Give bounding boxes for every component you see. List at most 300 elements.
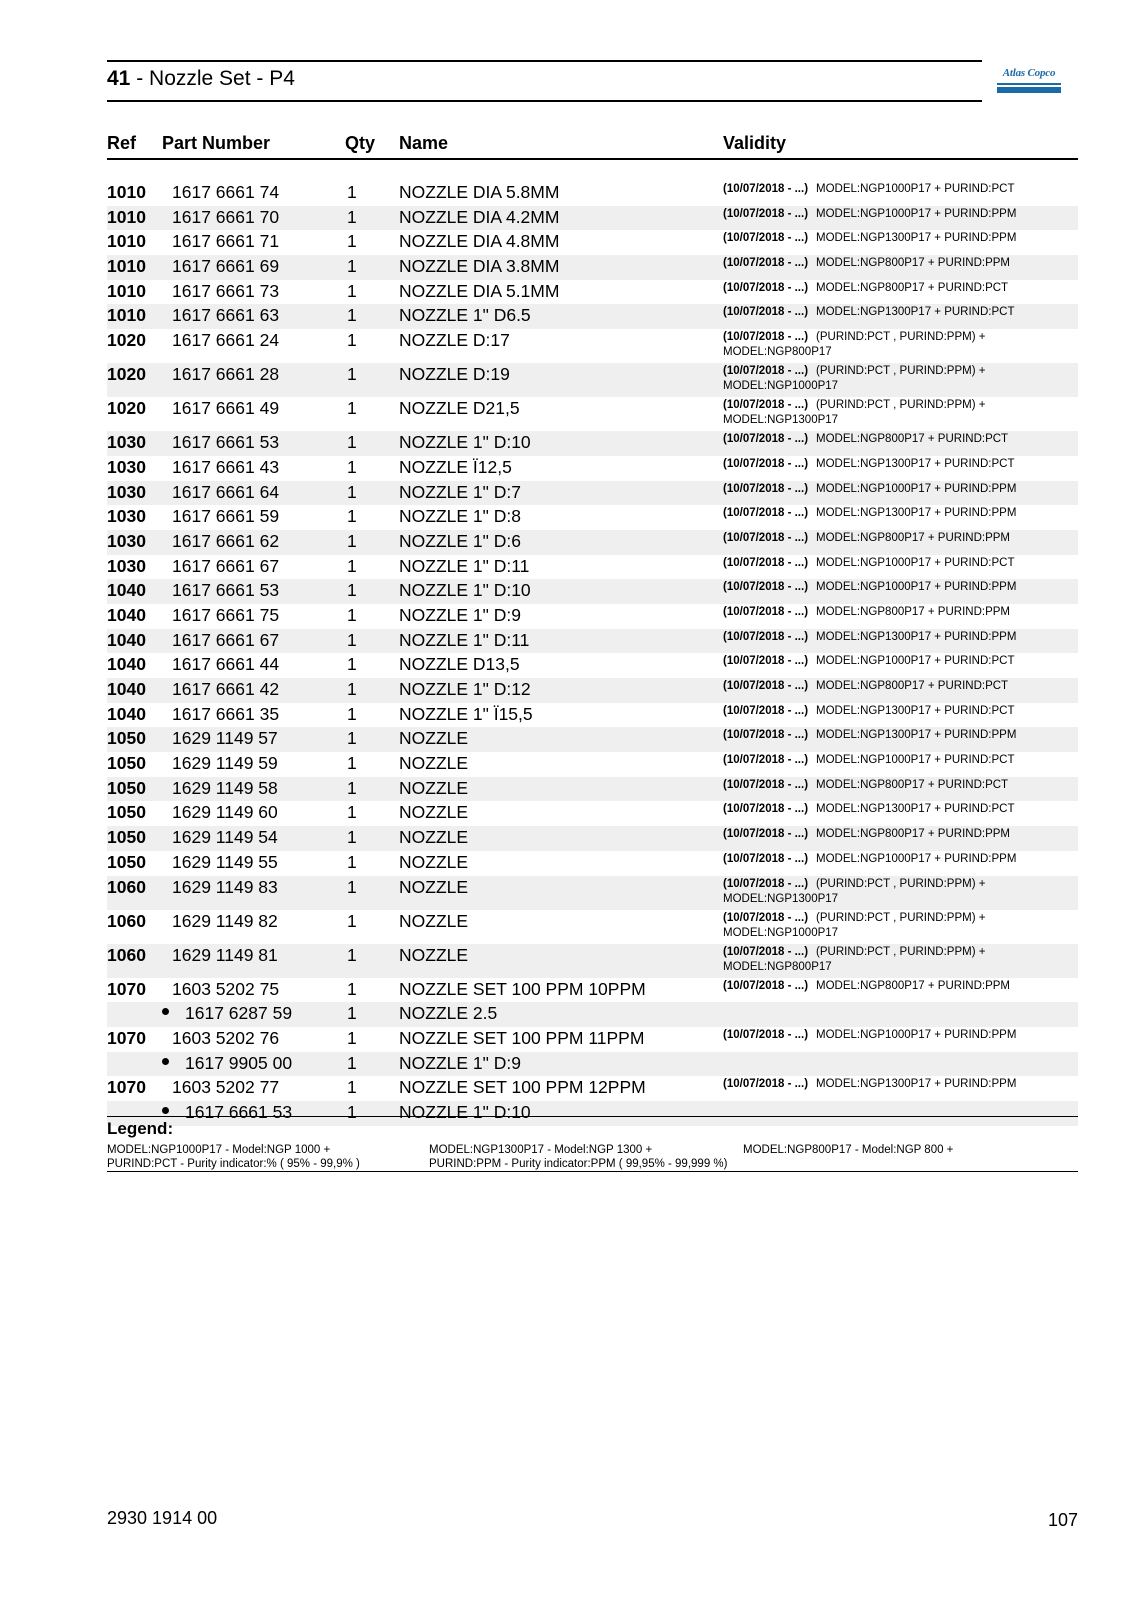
cell-ref: 1010: [107, 280, 146, 301]
cell-ref: 1060: [107, 876, 146, 897]
cell-validity: [723, 304, 1075, 320]
validity-text: (PURIND:PCT , PURIND:PPM) + MODEL:NGP800P17: [723, 331, 986, 359]
section-number: 41: [107, 67, 131, 90]
cell-part-number: 1617 6661 75: [172, 604, 280, 625]
validity-date: (10/07/2018 - ...): [723, 979, 809, 992]
validity-text: (PURIND:PCT , PURIND:PPM) + MODEL:NGP1000P17: [723, 911, 986, 939]
table-row: [107, 329, 1078, 363]
cell-name: NOZZLE: [399, 802, 469, 823]
cell-name: NOZZLE D21,5: [399, 398, 520, 419]
cell-part-number: 1629 1149 57: [172, 728, 278, 749]
cell-ref: 1010: [107, 206, 146, 227]
cell-ref: 1030: [107, 456, 146, 477]
cell-part-number: 1617 6661 53: [185, 1101, 293, 1122]
cell-ref: 1010: [107, 256, 146, 277]
cell-ref: 1070: [107, 978, 146, 999]
validity-text: MODEL:NGP1300P17 + PURIND:PPM: [816, 232, 1017, 245]
cell-ref: 1040: [107, 679, 146, 699]
validity-text: MODEL:NGP1000P17 + PURIND:PPM: [816, 581, 1017, 594]
page-header: [107, 60, 982, 102]
validity-text: (PURIND:PCT , PURIND:PPM) + MODEL:NGP800P17: [723, 945, 986, 973]
cell-part-number: 1617 6661 71: [172, 231, 280, 252]
cell-ref: 1050: [107, 777, 146, 798]
table-row: [107, 363, 1078, 397]
table-row: [107, 826, 1078, 851]
cell-qty: 1: [347, 555, 357, 576]
cell-validity: [723, 530, 1075, 546]
cell-name: NOZZLE 2.5: [399, 1003, 498, 1024]
validity-text: MODEL:NGP1000P17 + PURIND:PCT: [816, 556, 1015, 569]
cell-validity: [723, 1101, 1075, 1117]
validity-date: (10/07/2018 - ...): [723, 704, 809, 717]
col-validity-header: Validity: [723, 133, 787, 153]
table-row: [107, 505, 1078, 530]
cell-qty: 1: [347, 506, 357, 527]
cell-name: NOZZLE 1" D:7: [399, 481, 521, 502]
validity-text: MODEL:NGP1300P17 + PURIND:PCT: [816, 306, 1015, 319]
cell-qty: 1: [347, 1003, 357, 1024]
validity-date: (10/07/2018 - ...): [723, 365, 809, 378]
cell-part-number: 1617 6661 28: [172, 364, 280, 385]
validity-text: MODEL:NGP800P17 + PURIND:PPM: [816, 828, 1010, 841]
table-row: [107, 629, 1078, 654]
cell-ref: 1010: [107, 231, 146, 252]
cell-name: NOZZLE DIA 5.8MM: [399, 182, 560, 202]
cell-ref: 1040: [107, 654, 146, 675]
cell-part-number: 1629 1149 54: [172, 827, 278, 848]
table-row: [107, 777, 1078, 802]
cell-name: NOZZLE: [399, 944, 469, 965]
cell-ref: 1020: [107, 330, 146, 351]
cell-part-number: 1617 6661 44: [172, 654, 280, 675]
cell-name: NOZZLE: [399, 753, 469, 774]
cell-ref: 1040: [107, 580, 146, 601]
table-row: [107, 876, 1078, 910]
validity-text: (PURIND:PCT , PURIND:PPM) + MODEL:NGP1300P17: [723, 877, 986, 905]
cell-validity: [723, 727, 1075, 743]
cell-validity: [723, 1052, 1075, 1068]
cell-qty: 1: [347, 910, 357, 931]
cell-qty: 1: [347, 802, 357, 823]
cell-part-number: 1617 6661 70: [172, 206, 280, 227]
cell-part-number: 1617 6661 24: [172, 330, 280, 351]
validity-text: MODEL:NGP800P17 + PURIND:PPM: [816, 531, 1010, 544]
cell-qty: 1: [347, 256, 357, 277]
cell-qty: 1: [347, 305, 357, 326]
validity-date: (10/07/2018 - ...): [723, 828, 809, 841]
cell-name: NOZZLE D:17: [399, 330, 510, 351]
validity-date: (10/07/2018 - ...): [723, 457, 809, 470]
cell-qty: 1: [347, 398, 357, 419]
cell-qty: 1: [347, 231, 357, 252]
cell-part-number: 1617 6661 42: [172, 679, 280, 699]
validity-date: (10/07/2018 - ...): [723, 754, 809, 767]
cell-validity: [723, 505, 1075, 521]
cell-qty: 1: [347, 280, 357, 301]
cell-validity: [723, 752, 1075, 768]
validity-date: (10/07/2018 - ...): [723, 803, 809, 816]
cell-part-number: 1603 5202 76: [172, 1027, 280, 1048]
cell-part-number: 1617 6661 63: [172, 305, 280, 326]
cell-validity: [723, 456, 1075, 472]
table-row: [107, 579, 1078, 604]
table-row: [107, 678, 1078, 703]
cell-validity: [723, 431, 1075, 447]
cell-ref: 1050: [107, 728, 146, 749]
cell-name: NOZZLE 1" D:9: [399, 604, 521, 625]
table-row: [107, 978, 1078, 1003]
cell-qty: 1: [347, 876, 357, 897]
parts-table: [107, 181, 1078, 1126]
validity-date: (10/07/2018 - ...): [723, 911, 809, 924]
cell-name: NOZZLE SET 100 PPM 12PPM: [399, 1077, 646, 1098]
cell-qty: 1: [347, 432, 357, 453]
table-row: [107, 431, 1078, 456]
cell-validity: [723, 910, 1075, 941]
validity-text: MODEL:NGP1000P17 + PURIND:PPM: [816, 852, 1017, 865]
cell-qty: 1: [347, 364, 357, 385]
cell-validity: [723, 255, 1075, 271]
validity-text: MODEL:NGP1000P17 + PURIND:PPM: [816, 1028, 1017, 1041]
table-row: [107, 801, 1078, 826]
validity-date: (10/07/2018 - ...): [723, 207, 809, 220]
cell-part-number: 1617 9905 00: [185, 1052, 293, 1073]
cell-qty: 1: [347, 580, 357, 601]
validity-text: MODEL:NGP800P17 + PURIND:PPM: [816, 257, 1010, 270]
legend-item: PURIND:PCT - Purity indicator:% ( 95% - 99,9% ): [107, 1158, 360, 1170]
cell-qty: 1: [347, 851, 357, 872]
cell-ref: 1050: [107, 753, 146, 774]
cell-name: NOZZLE 1" D:10: [399, 432, 531, 453]
legend-title: Legend:: [107, 1119, 174, 1138]
validity-text: MODEL:NGP1000P17 + PURIND:PCT: [816, 655, 1015, 668]
cell-part-number: 1617 6661 43: [172, 456, 280, 477]
cell-name: NOZZLE 1" D:10: [399, 1101, 531, 1122]
table-row: [107, 1052, 1078, 1077]
cell-name: NOZZLE 1" D:11: [399, 555, 530, 576]
table-row: [107, 280, 1078, 305]
cell-validity: [723, 826, 1075, 842]
cell-name: NOZZLE: [399, 777, 469, 798]
table-row: [107, 1076, 1078, 1101]
validity-date: (10/07/2018 - ...): [723, 507, 809, 520]
table-row: [107, 206, 1078, 231]
cell-validity: [723, 280, 1075, 296]
table-row: [107, 1027, 1078, 1052]
cell-qty: 1: [347, 679, 357, 699]
cell-qty: 1: [347, 654, 357, 675]
cell-qty: 1: [347, 753, 357, 774]
validity-date: (10/07/2018 - ...): [723, 331, 809, 344]
validity-date: (10/07/2018 - ...): [723, 531, 809, 544]
validity-text: MODEL:NGP1300P17 + PURIND:PCT: [816, 803, 1015, 816]
cell-validity: [723, 363, 1075, 394]
page-number: 107: [1047, 1510, 1078, 1530]
cell-validity: [723, 1002, 1075, 1018]
cell-part-number: 1629 1149 58: [172, 777, 278, 798]
cell-name: NOZZLE 1" D:12: [399, 679, 531, 699]
cell-qty: 1: [347, 1052, 357, 1073]
cell-part-number: 1617 6661 53: [172, 432, 280, 453]
cell-ref: 1050: [107, 851, 146, 872]
table-row: [107, 397, 1078, 431]
cell-part-number: 1617 6661 59: [172, 506, 280, 527]
cell-qty: 1: [347, 456, 357, 477]
cell-ref: 1040: [107, 629, 146, 650]
cell-part-number: 1603 5202 75: [172, 978, 280, 999]
cell-ref: 1030: [107, 506, 146, 527]
cell-part-number: 1617 6661 67: [172, 629, 280, 650]
cell-ref: 1050: [107, 802, 146, 823]
legend-item: MODEL:NGP1000P17 - Model:NGP 1000 +: [107, 1144, 331, 1156]
cell-name: NOZZLE 1" D6.5: [399, 305, 531, 326]
legend: [107, 1116, 1078, 1172]
cell-validity: [723, 801, 1075, 817]
cell-validity: [723, 555, 1075, 571]
table-row: [107, 727, 1078, 752]
cell-name: NOZZLE SET 100 PPM 11PPM: [399, 1027, 645, 1048]
cell-ref: 1030: [107, 530, 146, 551]
cell-validity: [723, 978, 1075, 994]
table-row: [107, 456, 1078, 481]
cell-ref: 1030: [107, 432, 146, 453]
cell-part-number: 1617 6287 59: [185, 1003, 293, 1024]
validity-date: (10/07/2018 - ...): [723, 680, 809, 692]
cell-ref: 1050: [107, 827, 146, 848]
cell-part-number: 1603 5202 77: [172, 1077, 280, 1098]
cell-qty: 1: [347, 206, 357, 227]
validity-date: (10/07/2018 - ...): [723, 399, 809, 412]
cell-qty: 1: [347, 629, 357, 650]
bullet-icon: [162, 1058, 169, 1065]
section-title: - Nozzle Set - P4: [136, 67, 295, 90]
cell-qty: 1: [347, 728, 357, 749]
cell-validity: [723, 876, 1075, 907]
cell-validity: [723, 851, 1075, 867]
cell-name: NOZZLE: [399, 827, 469, 848]
validity-text: MODEL:NGP1300P17 + PURIND:PPM: [816, 507, 1017, 520]
table-header: [107, 130, 1078, 160]
cell-part-number: 1629 1149 55: [172, 851, 278, 872]
cell-validity: [723, 579, 1075, 595]
validity-date: (10/07/2018 - ...): [723, 729, 809, 742]
logo-text: Atlas Copco: [1002, 67, 1056, 79]
validity-text: (PURIND:PCT , PURIND:PPM) + MODEL:NGP1300P17: [723, 399, 986, 427]
validity-text: MODEL:NGP800P17 + PURIND:PPM: [816, 979, 1010, 992]
cell-ref: 1020: [107, 398, 146, 419]
table-row: [107, 304, 1078, 329]
validity-date: (10/07/2018 - ...): [723, 581, 809, 594]
cell-name: NOZZLE: [399, 910, 469, 931]
cell-validity: [723, 944, 1075, 975]
cell-qty: 1: [347, 703, 357, 724]
cell-validity: [723, 777, 1075, 793]
cell-part-number: 1629 1149 83: [172, 876, 278, 897]
document-number: 2930 1914 00: [107, 1508, 218, 1528]
table-row: [107, 255, 1078, 280]
col-ref-header: Ref: [107, 133, 137, 153]
cell-part-number: 1617 6661 49: [172, 398, 280, 419]
validity-date: (10/07/2018 - ...): [723, 232, 809, 245]
validity-date: (10/07/2018 - ...): [723, 183, 809, 195]
table-row: [107, 530, 1078, 555]
table-row: [107, 230, 1078, 255]
cell-part-number: 1617 6661 62: [172, 530, 280, 551]
cell-qty: 1: [347, 1101, 357, 1122]
cell-validity: [723, 329, 1075, 360]
bullet-icon: [162, 1008, 169, 1015]
legend-item: MODEL:NGP800P17 - Model:NGP 800 +: [743, 1144, 954, 1156]
cell-ref: 1020: [107, 364, 146, 385]
table-row: [107, 910, 1078, 944]
validity-text: MODEL:NGP800P17 + PURIND:PPM: [816, 605, 1010, 618]
cell-validity: [723, 230, 1075, 246]
cell-name: NOZZLE DIA 3.8MM: [399, 256, 560, 277]
cell-qty: 1: [347, 330, 357, 351]
cell-name: NOZZLE 1" Ï15,5: [399, 703, 533, 724]
cell-name: NOZZLE SET 100 PPM 10PPM: [399, 978, 646, 999]
validity-date: (10/07/2018 - ...): [723, 1028, 809, 1041]
cell-name: NOZZLE DIA 4.2MM: [399, 206, 560, 227]
validity-text: MODEL:NGP1300P17 + PURIND:PPM: [816, 630, 1017, 643]
cell-ref: 1010: [107, 305, 146, 326]
cell-ref: 1010: [107, 182, 146, 202]
table-row: [107, 703, 1078, 728]
cell-validity: [723, 629, 1075, 645]
legend-item: PURIND:PPM - Purity indicator:PPM ( 99,95% - 99,999 %): [429, 1158, 728, 1170]
cell-name: NOZZLE 1" D:11: [399, 629, 530, 650]
validity-date: (10/07/2018 - ...): [723, 852, 809, 865]
table-row: [107, 181, 1078, 206]
validity-text: MODEL:NGP1300P17 + PURIND:PPM: [816, 1078, 1017, 1091]
cell-ref: 1040: [107, 604, 146, 625]
cell-ref: 1070: [107, 1077, 146, 1098]
validity-text: (PURIND:PCT , PURIND:PPM) + MODEL:NGP1000P17: [723, 365, 986, 393]
validity-text: MODEL:NGP1000P17 + PURIND:PCT: [816, 754, 1015, 767]
cell-ref: 1070: [107, 1027, 146, 1048]
cell-ref: 1040: [107, 703, 146, 724]
cell-name: NOZZLE 1" D:6: [399, 530, 521, 551]
table-row: [107, 555, 1078, 580]
validity-text: MODEL:NGP800P17 + PURIND:PCT: [816, 778, 1009, 791]
cell-validity: [723, 703, 1075, 719]
cell-name: NOZZLE: [399, 728, 469, 749]
cell-name: NOZZLE DIA 4.8MM: [399, 231, 560, 252]
validity-date: (10/07/2018 - ...): [723, 257, 809, 270]
validity-date: (10/07/2018 - ...): [723, 945, 809, 958]
cell-part-number: 1617 6661 64: [172, 481, 280, 502]
table-row: [107, 604, 1078, 629]
table-row: [107, 653, 1078, 678]
cell-name: NOZZLE 1" D:9: [399, 1052, 521, 1073]
cell-validity: [723, 1076, 1075, 1092]
cell-part-number: 1617 6661 73: [172, 280, 280, 301]
cell-qty: 1: [347, 604, 357, 625]
validity-text: MODEL:NGP1000P17 + PURIND:PPM: [816, 207, 1017, 220]
validity-text: MODEL:NGP800P17 + PURIND:PCT: [816, 281, 1009, 294]
validity-text: MODEL:NGP800P17 + PURIND:PCT: [816, 680, 1009, 692]
cell-name: NOZZLE D13,5: [399, 654, 520, 675]
cell-validity: [723, 604, 1075, 620]
cell-qty: 1: [347, 978, 357, 999]
cell-name: NOZZLE Ï12,5: [399, 456, 512, 477]
cell-name: NOZZLE 1" D:8: [399, 506, 521, 527]
cell-part-number: 1629 1149 81: [172, 944, 278, 965]
validity-date: (10/07/2018 - ...): [723, 306, 809, 319]
cell-part-number: 1617 6661 67: [172, 555, 280, 576]
cell-qty: 1: [347, 481, 357, 502]
col-name-header: Name: [399, 133, 449, 153]
page-title: [107, 67, 295, 91]
cell-name: NOZZLE DIA 5.1MM: [399, 280, 560, 301]
validity-date: (10/07/2018 - ...): [723, 281, 809, 294]
table-row: [107, 481, 1078, 506]
cell-qty: 1: [347, 530, 357, 551]
cell-qty: 1: [347, 1077, 357, 1098]
cell-qty: 1: [347, 777, 357, 798]
table-row: [107, 851, 1078, 876]
cell-part-number: 1629 1149 59: [172, 753, 278, 774]
validity-date: (10/07/2018 - ...): [723, 877, 809, 890]
validity-date: (10/07/2018 - ...): [723, 482, 809, 495]
cell-name: NOZZLE D:19: [399, 364, 510, 385]
cell-ref: 1060: [107, 910, 146, 931]
validity-text: MODEL:NGP1000P17 + PURIND:PCT: [816, 183, 1015, 195]
cell-part-number: 1617 6661 53: [172, 580, 280, 601]
cell-validity: [723, 1027, 1075, 1043]
table-row: [107, 944, 1078, 978]
cell-qty: 1: [347, 1027, 357, 1048]
cell-part-number: 1629 1149 60: [172, 802, 278, 823]
cell-name: NOZZLE: [399, 876, 469, 897]
cell-part-number: 1629 1149 82: [172, 910, 278, 931]
validity-text: MODEL:NGP1300P17 + PURIND:PPM: [816, 729, 1017, 742]
bullet-icon: [162, 1107, 169, 1114]
legend-item: MODEL:NGP1300P17 - Model:NGP 1300 +: [429, 1144, 653, 1156]
validity-date: (10/07/2018 - ...): [723, 778, 809, 791]
table-row: [107, 752, 1078, 777]
cell-part-number: 1617 6661 74: [172, 182, 280, 202]
validity-date: (10/07/2018 - ...): [723, 655, 809, 668]
validity-text: MODEL:NGP1300P17 + PURIND:PCT: [816, 704, 1015, 717]
cell-qty: 1: [347, 827, 357, 848]
cell-validity: [723, 481, 1075, 497]
validity-text: MODEL:NGP800P17 + PURIND:PCT: [816, 433, 1009, 446]
cell-part-number: 1617 6661 35: [172, 703, 280, 724]
validity-text: MODEL:NGP1300P17 + PURIND:PCT: [816, 457, 1015, 470]
atlas-copco-logo: [997, 63, 1061, 94]
col-part-header: Part Number: [162, 133, 271, 153]
col-qty-header: Qty: [345, 133, 376, 153]
cell-validity: [723, 206, 1075, 222]
cell-ref: 1060: [107, 944, 146, 965]
cell-validity: [723, 653, 1075, 669]
cell-validity: [723, 181, 1075, 197]
cell-ref: 1030: [107, 555, 146, 576]
cell-part-number: 1617 6661 69: [172, 256, 280, 277]
table-row: [107, 1002, 1078, 1027]
validity-date: (10/07/2018 - ...): [723, 605, 809, 618]
validity-text: MODEL:NGP1000P17 + PURIND:PPM: [816, 482, 1017, 495]
validity-date: (10/07/2018 - ...): [723, 433, 809, 446]
cell-validity: [723, 397, 1075, 428]
cell-validity: [723, 678, 1075, 694]
validity-date: (10/07/2018 - ...): [723, 1078, 809, 1091]
cell-ref: 1030: [107, 481, 146, 502]
validity-date: (10/07/2018 - ...): [723, 630, 809, 643]
cell-name: NOZZLE 1" D:10: [399, 580, 531, 601]
cell-qty: 1: [347, 944, 357, 965]
